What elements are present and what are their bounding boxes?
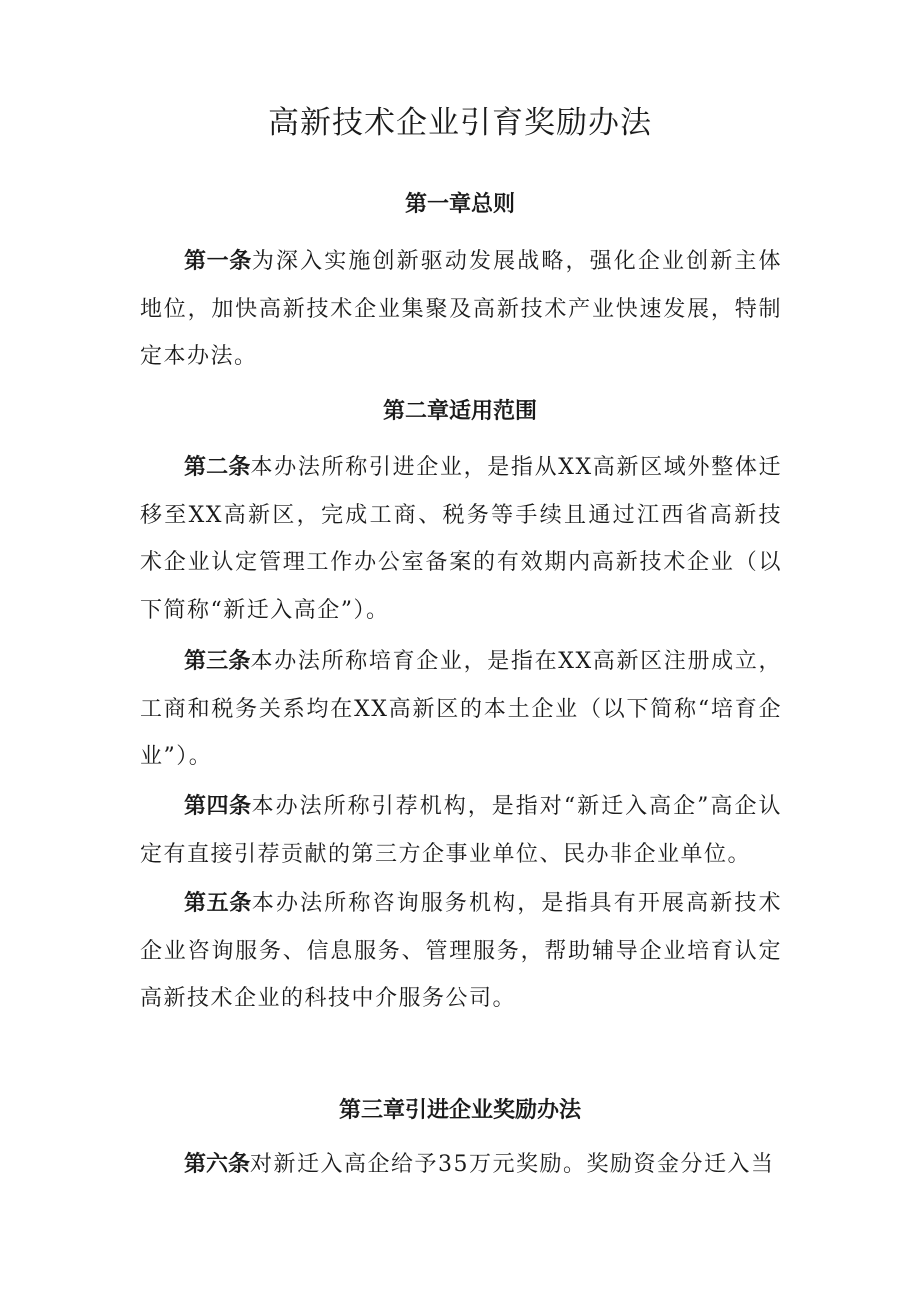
article-text: 本办法所称引荐机构，是指对“新迁入高企”高企认定有直接引荐贡献的第三方企事业单位、民办非企业单位。 [140,794,782,867]
chapter-heading-2: 第二章适用范围 [382,399,537,424]
article-2 [140,444,782,634]
article-1 [140,238,782,381]
article-text: 本办法所称引进企业，是指从XX高新区域外整体迁移至XX高新区，完成工商、税务等手续且通过江西省高新技术企业认定管理工作办公室备案的有效期内高新技术企业（以下简称“新迁入高企”）。 [140,455,782,623]
article-text: 对新迁入高企给予35万元奖励。奖励资金分迁入当 [250,1152,775,1177]
document-title: 高新技术企业引育奖励办法 [268,105,652,141]
article-3 [140,638,782,781]
article-number: 第四条 [184,794,252,819]
article-number: 第六条 [184,1152,251,1177]
article-number: 第一条 [184,249,252,274]
article-4 [140,783,782,878]
article-number: 第三条 [184,649,251,674]
article-number: 第五条 [184,891,252,916]
article-6 [140,1141,782,1189]
article-text: 本办法所称培育企业，是指在XX高新区注册成立，工商和税务关系均在XX高新区的本土企业（以下简称“培育企业”）。 [140,649,782,769]
chapter-heading-3: 第三章引进企业奖励办法 [338,1098,581,1123]
article-number: 第二条 [184,455,251,480]
article-text: 为深入实施创新驱动发展战略，强化企业创新主体地位，加快高新技术企业集聚及高新技术产业快速发展，特制定本办法。 [140,249,782,369]
article-text: 本办法所称咨询服务机构，是指具有开展高新技术企业咨询服务、信息服务、管理服务，帮助辅导企业培育认定高新技术企业的科技中介服务公司。 [140,891,782,1011]
article-5 [140,880,782,1023]
chapter-heading-1: 第一章总则 [404,192,515,217]
